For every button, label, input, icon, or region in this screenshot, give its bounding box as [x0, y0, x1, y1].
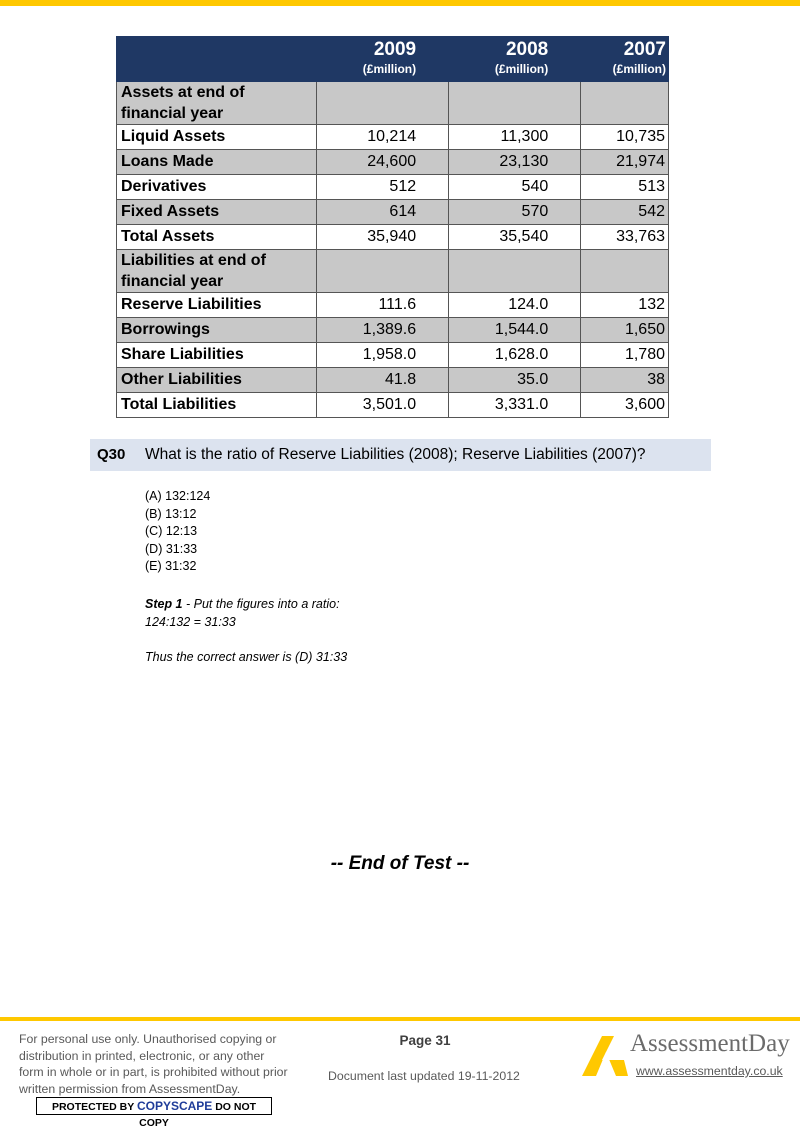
header-year: 2009 — [373, 39, 417, 60]
header-unit: (£million) — [362, 62, 417, 76]
cell-value: 1,958.0 — [317, 343, 449, 368]
section-heading-line: Liabilities at end of — [121, 252, 266, 269]
cell-value: 512 — [317, 175, 449, 200]
row-label: Derivatives — [117, 175, 317, 200]
cell-value: 540 — [449, 175, 581, 200]
option-b: (B) 13:12 — [145, 506, 197, 521]
cell-value: 614 — [317, 200, 449, 225]
cell-value: 33,763 — [581, 225, 669, 250]
cell-value: 542 — [581, 200, 669, 225]
row-label: Total Liabilities — [117, 393, 317, 418]
copyscape-badge[interactable] — [36, 1097, 272, 1129]
table-row — [117, 343, 669, 368]
step-label: Step 1 — [145, 597, 183, 611]
copyright-notice: For personal use only. Unauthorised copying or distribution in printed, electronic, or any other form in whole or in part, is prohibited without prior written permission from AssessmentDay. — [19, 1032, 288, 1096]
footer-accent-line — [0, 1017, 800, 1021]
brand-name: AssessmentDay — [630, 1030, 790, 1057]
row-label: Liquid Assets — [117, 125, 317, 150]
cell-value: 35,940 — [317, 225, 449, 250]
step-line — [145, 596, 340, 614]
step-text: - Put the figures into a ratio: — [182, 597, 340, 611]
table-row — [117, 225, 669, 250]
section-heading — [117, 250, 317, 293]
header-blank-cell — [117, 37, 317, 82]
cell-value: 3,600 — [581, 393, 669, 418]
solution-step — [145, 596, 340, 631]
option-a: (A) 132:124 — [145, 489, 211, 503]
step-calc: 124:132 = 31:33 — [145, 614, 236, 629]
cell-value: 3,331.0 — [449, 393, 581, 418]
table-row — [117, 318, 669, 343]
header-col-2008 — [449, 37, 581, 82]
cell-value: 35,540 — [449, 225, 581, 250]
page-number: Page 31 — [399, 1033, 451, 1048]
cell-value: 38 — [581, 368, 669, 393]
row-label: Other Liabilities — [117, 368, 317, 393]
row-label: Share Liabilities — [117, 343, 317, 368]
cell-value: 1,628.0 — [449, 343, 581, 368]
table-row — [117, 200, 669, 225]
cell-value: 35.0 — [449, 368, 581, 393]
section-heading-row — [117, 82, 669, 125]
cell-value: 10,214 — [317, 125, 449, 150]
cell-value: 41.8 — [317, 368, 449, 393]
section-heading-line: Assets at end of — [121, 84, 245, 101]
brand-url-link[interactable]: www.assessmentday.co.uk — [636, 1064, 783, 1078]
row-label: Reserve Liabilities — [117, 293, 317, 318]
cell-value: 23,130 — [449, 150, 581, 175]
row-label: Fixed Assets — [117, 200, 317, 225]
question-number: Q30 — [97, 446, 126, 463]
row-label: Borrowings — [117, 318, 317, 343]
cell-value: 1,389.6 — [317, 318, 449, 343]
header-unit: (£million) — [494, 62, 549, 76]
table-row — [117, 368, 669, 393]
copyscape-brand: COPYSCAPE — [136, 1099, 213, 1113]
cell-value: 21,974 — [581, 150, 669, 175]
cell-value: 513 — [581, 175, 669, 200]
option-e: (E) 31:32 — [145, 559, 197, 574]
cell-value: 1,650 — [581, 318, 669, 343]
header-col-2007 — [581, 37, 669, 82]
answer-statement: Thus the correct answer is (D) 31:33 — [145, 650, 348, 664]
row-label: Total Assets — [117, 225, 317, 250]
cell-value: 132 — [581, 293, 669, 318]
cell-value: 1,544.0 — [449, 318, 581, 343]
option-c: (C) 12:13 — [145, 524, 198, 539]
header-col-2009 — [317, 37, 449, 82]
cell-value: 24,600 — [317, 150, 449, 175]
header-year: 2007 — [623, 39, 666, 60]
section-heading-line: financial year — [121, 273, 224, 290]
table-row — [117, 293, 669, 318]
header-year: 2008 — [505, 39, 549, 60]
header-unit: (£million) — [612, 62, 666, 76]
cell-value: 3,501.0 — [317, 393, 449, 418]
copyscape-pre: PROTECTED BY — [51, 1101, 137, 1113]
row-label: Loans Made — [117, 150, 317, 175]
table-header-row — [117, 37, 669, 82]
table-row — [117, 125, 669, 150]
top-accent-bar — [0, 0, 800, 6]
table-row — [117, 393, 669, 418]
option-d: (D) 31:33 — [145, 541, 198, 556]
cell-value: 124.0 — [449, 293, 581, 318]
last-updated: Document last updated 19-11-2012 — [328, 1069, 520, 1083]
cell-value: 1,780 — [581, 343, 669, 368]
cell-value: 111.6 — [317, 293, 449, 318]
section-heading — [117, 82, 317, 125]
cell-value: 10,735 — [581, 125, 669, 150]
cell-value: 11,300 — [449, 125, 581, 150]
financial-table — [116, 36, 669, 418]
table-row — [117, 150, 669, 175]
answer-options — [145, 488, 210, 576]
question-text: What is the ratio of Reserve Liabilities (2008); Reserve Liabilities (2007)? — [145, 446, 646, 463]
table-row — [117, 175, 669, 200]
section-heading-row — [117, 250, 669, 293]
cell-value: 570 — [449, 200, 581, 225]
copyscape-post: DO NOT COPY — [139, 1101, 257, 1129]
end-of-test: -- End of Test -- — [330, 853, 470, 874]
section-heading-line: financial year — [121, 105, 224, 122]
